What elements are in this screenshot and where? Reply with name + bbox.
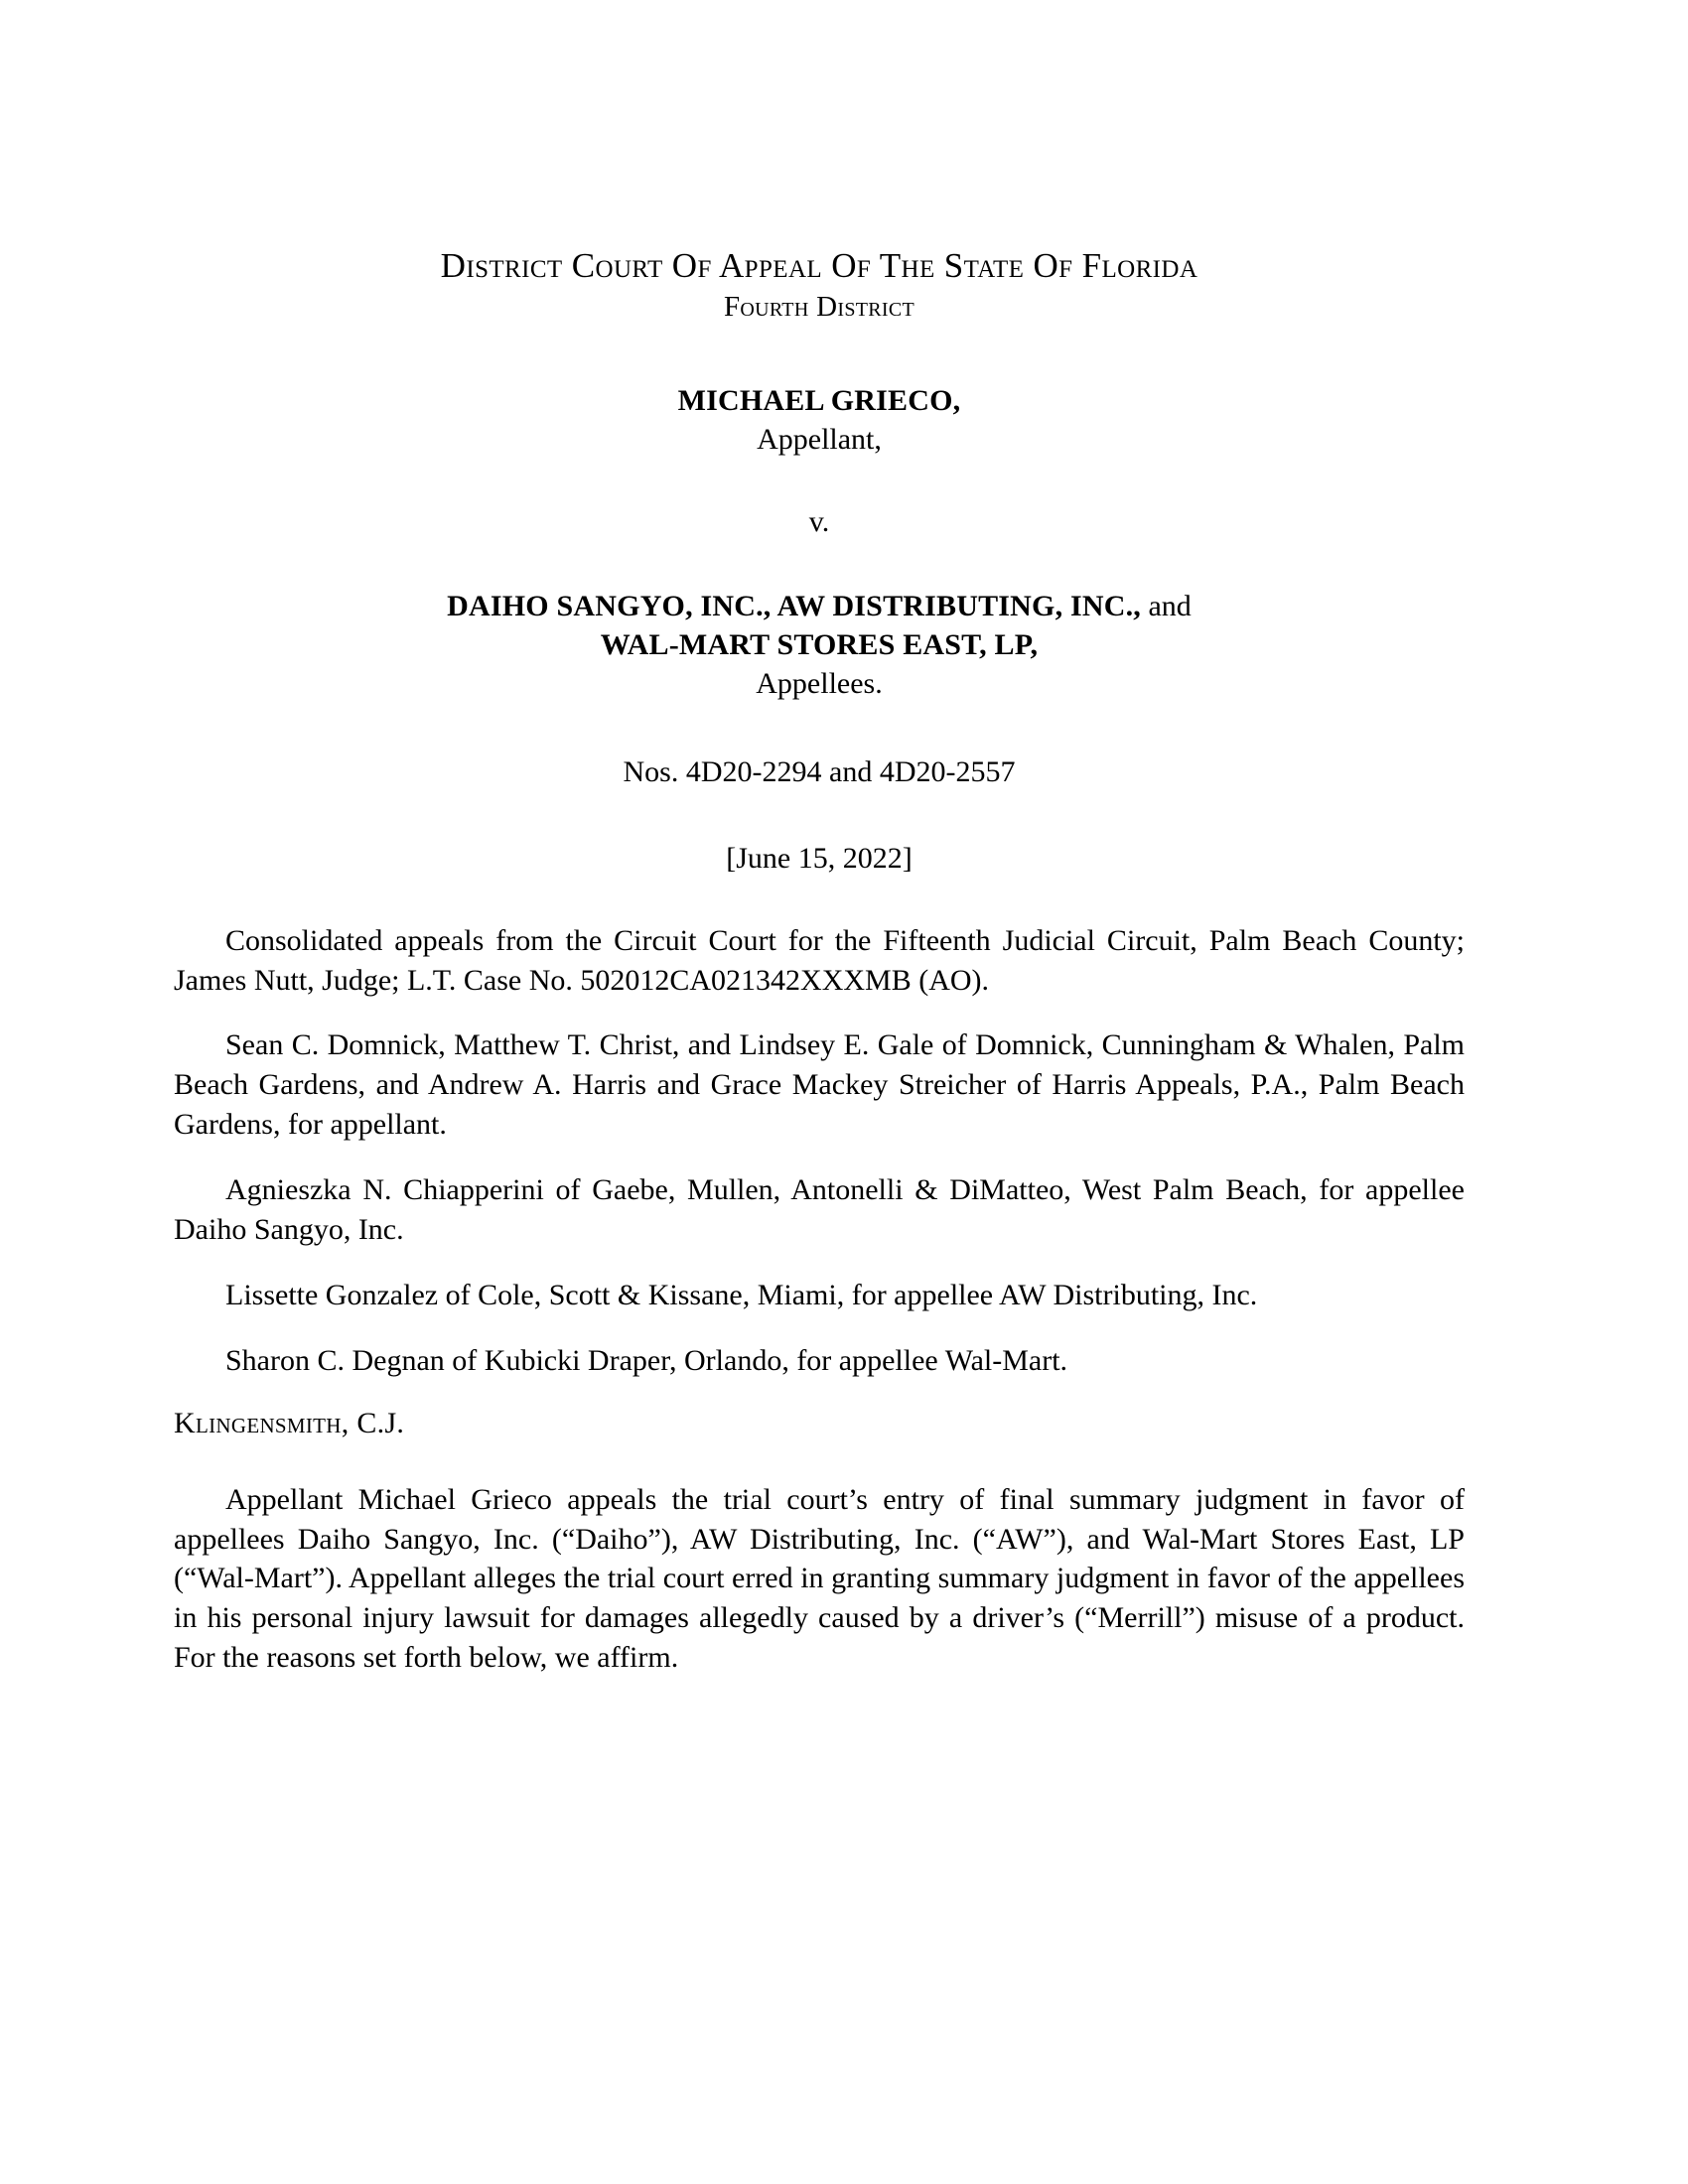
- counsel-paragraph-walmart: Sharon C. Degnan of Kubicki Draper, Orlando, for appellee Wal-Mart.: [225, 1343, 1068, 1377]
- case-numbers: Nos. 4D20-2294 and 4D20-2557: [623, 754, 1016, 788]
- document-content-column: [174, 0, 1465, 1678]
- appellees-block: [174, 587, 1465, 703]
- court-district-line: Fourth District: [723, 291, 915, 324]
- appellees-conjunction: and: [1140, 589, 1192, 622]
- court-name-line: District Court Of Appeal Of The State Of Florida: [440, 246, 1198, 285]
- decision-date: [June 15, 2022]: [726, 841, 913, 875]
- appellant-block: [174, 381, 1465, 459]
- appellant-role-label: Appellant,: [757, 422, 882, 456]
- counsel-paragraph-daiho: Agnieszka N. Chiapperini of Gaebe, Mullen, Antonelli & DiMatteo, West Palm Beach, for appellee Daiho Sangyo, Inc.: [174, 1173, 1465, 1246]
- appellees-names-primary: DAIHO SANGYO, INC., AW DISTRIBUTING, INC.,: [447, 589, 1141, 622]
- case-caption: [174, 381, 1465, 878]
- counsel-paragraph-aw: Lissette Gonzalez of Cole, Scott & Kissane, Miami, for appellee AW Distributing, Inc.: [225, 1278, 1258, 1311]
- appellees-names-secondary: WAL-MART STORES EAST, LP,: [600, 627, 1039, 661]
- lower-tribunal-paragraph: Consolidated appeals from the Circuit Court for the Fifteenth Judicial Circuit, Palm Beach County; James Nutt, Judge; L.T. Case No. 502012CA021342XXXMB (AO).: [174, 923, 1465, 997]
- opinion-body: [174, 1480, 1465, 1678]
- appellant-name: MICHAEL GRIECO,: [677, 383, 961, 417]
- case-info-block: [174, 921, 1465, 1440]
- appellees-role-label: Appellees.: [756, 666, 883, 700]
- authoring-judge-byline: Klingensmith, C.J.: [174, 1406, 405, 1439]
- versus-label: v.: [808, 504, 830, 538]
- versus-block: [174, 502, 1465, 541]
- court-header: [174, 246, 1465, 324]
- counsel-paragraph-appellant: Sean C. Domnick, Matthew T. Christ, and Lindsey E. Gale of Domnick, Cunningham & Whalen, Palm Beach Gardens, and Andrew A. Harris and Grace Mackey Streicher of Harris Appeals, P.A., Palm Beach Gardens, for appellant.: [174, 1028, 1465, 1142]
- appellees-line-1: [174, 587, 1465, 625]
- opinion-paragraph-1: Appellant Michael Grieco appeals the trial court’s entry of final summary judgment in favor of appellees Daiho Sangyo, Inc. (“Daiho”), AW Distributing, Inc. (“AW”), and Wal-Mart Stores East, LP (“Wal-Mart”). Appellant alleges the trial court erred in granting summary judgment in favor of the appellees in his personal injury lawsuit for damages allegedly caused by a driver’s (“Merrill”) misuse of a product. For the reasons set forth below, we affirm.: [174, 1482, 1465, 1675]
